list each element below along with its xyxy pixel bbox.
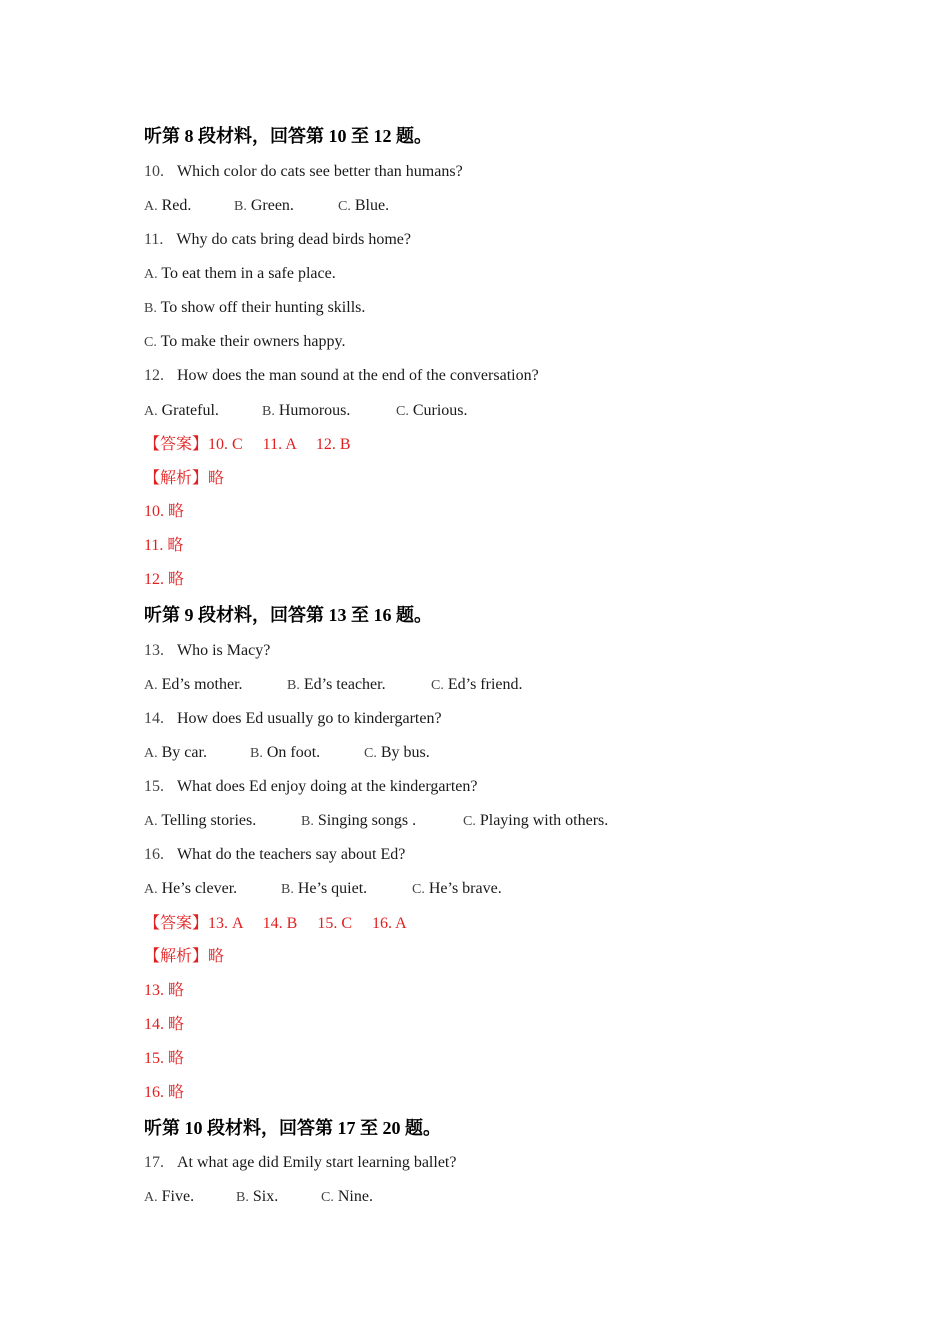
question-number: 11.: [144, 231, 164, 248]
question-text: What does Ed enjoy doing at the kindergarten?: [177, 778, 478, 795]
options-14: [144, 741, 430, 765]
option-label: A.: [144, 882, 158, 897]
option-text: Ed’s friend.: [447, 676, 523, 693]
option-c: [144, 330, 345, 354]
option-text: Blue.: [354, 197, 390, 214]
option-label: C.: [463, 814, 476, 829]
option-c: [431, 673, 523, 698]
option-b: [281, 877, 412, 902]
question-number: 14.: [144, 710, 164, 727]
option-a: [144, 673, 287, 698]
option-b: [234, 194, 338, 219]
option-text: To show off their hunting skills.: [160, 299, 366, 316]
question-16: [144, 843, 405, 867]
question-text: Which color do cats see better than humans?: [177, 163, 463, 180]
option-text: On foot.: [266, 744, 321, 761]
answer-line: 【答案】10. C 11. A 12. B: [144, 436, 351, 453]
option-label: B.: [287, 678, 300, 693]
option-text: To eat them in a safe place.: [161, 265, 336, 282]
option-label: B.: [236, 1190, 249, 1205]
question-11: [144, 228, 411, 252]
question-number: 16.: [144, 846, 164, 863]
option-label: C.: [364, 746, 377, 761]
analysis-note: 14. 略: [144, 1016, 185, 1033]
option-label: A.: [144, 267, 158, 282]
options-17: [144, 1185, 373, 1209]
option-label: A.: [144, 199, 158, 214]
question-17: [144, 1151, 456, 1175]
option-text: Green.: [250, 197, 294, 214]
option-b: [250, 741, 364, 766]
options-16: [144, 877, 502, 901]
option-label: C.: [412, 882, 425, 897]
option-label: B.: [262, 404, 275, 419]
question-text: At what age did Emily start learning ballet?: [177, 1154, 457, 1171]
option-label: A.: [144, 814, 158, 829]
option-label: B.: [144, 301, 157, 316]
option-label: C.: [431, 678, 444, 693]
option-label: C.: [321, 1190, 334, 1205]
options-10: [144, 194, 389, 218]
option-text: Red.: [161, 197, 192, 214]
option-text: He’s clever.: [161, 880, 238, 897]
option-b: [144, 296, 365, 320]
option-label: B.: [301, 814, 314, 829]
question-10: [144, 160, 463, 184]
option-a: [144, 877, 281, 902]
section-heading: 听第 10 段材料，回答第 17 至 20 题。: [144, 1118, 441, 1138]
option-text: Telling stories.: [161, 812, 257, 829]
option-text: Playing with others.: [479, 812, 609, 829]
option-label: C.: [396, 404, 409, 419]
option-a: [144, 399, 262, 424]
option-a: [144, 1185, 236, 1210]
option-c: [321, 1185, 373, 1210]
question-number: 10.: [144, 163, 164, 180]
question-number: 13.: [144, 642, 164, 659]
option-label: A.: [144, 404, 158, 419]
option-text: By bus.: [380, 744, 430, 761]
options-13: [144, 673, 523, 697]
option-b: [301, 809, 463, 834]
option-label: A.: [144, 678, 158, 693]
options-15: [144, 809, 608, 833]
option-text: Ed’s mother.: [161, 676, 243, 693]
option-text: Humorous.: [278, 402, 351, 419]
analysis-note: 16. 略: [144, 1084, 185, 1101]
option-a: [144, 741, 250, 766]
option-label: A.: [144, 1190, 158, 1205]
options-12: [144, 399, 468, 423]
question-text: Who is Macy?: [177, 642, 271, 659]
option-a: [144, 262, 336, 286]
option-text: He’s brave.: [428, 880, 502, 897]
analysis-note: 12. 略: [144, 571, 185, 588]
question-text: How does the man sound at the end of the conversation?: [177, 367, 539, 384]
option-text: To make their owners happy.: [160, 333, 346, 350]
option-text: Six.: [252, 1188, 279, 1205]
analysis-note: 11. 略: [144, 537, 184, 554]
question-15: [144, 775, 478, 799]
option-label: C.: [338, 199, 351, 214]
option-c: [463, 809, 608, 834]
option-text: He’s quiet.: [297, 880, 368, 897]
option-label: B.: [250, 746, 263, 761]
answer-line: 【答案】13. A 14. B 15. C 16. A: [144, 915, 407, 932]
option-text: Nine.: [337, 1188, 373, 1205]
option-b: [287, 673, 431, 698]
question-12: [144, 364, 539, 388]
option-a: [144, 809, 301, 834]
option-label: B.: [234, 199, 247, 214]
analysis-note: 13. 略: [144, 982, 185, 999]
option-label: B.: [281, 882, 294, 897]
question-number: 17.: [144, 1154, 164, 1171]
option-text: Five.: [161, 1188, 195, 1205]
section-heading: 听第 8 段材料，回答第 10 至 12 题。: [144, 126, 432, 146]
option-b: [236, 1185, 321, 1210]
option-c: [412, 877, 502, 902]
analysis-note: 15. 略: [144, 1050, 185, 1067]
option-c: [338, 194, 389, 219]
option-label: C.: [144, 335, 157, 350]
option-text: Singing songs .: [317, 812, 417, 829]
question-number: 15.: [144, 778, 164, 795]
question-13: [144, 639, 270, 663]
option-a: [144, 194, 234, 219]
question-14: [144, 707, 442, 731]
option-c: [364, 741, 430, 766]
option-b: [262, 399, 396, 424]
option-label: A.: [144, 746, 158, 761]
analysis-line: 【解析】略: [144, 470, 225, 487]
option-text: Ed’s teacher.: [303, 676, 386, 693]
option-text: By car.: [161, 744, 207, 761]
option-text: Curious.: [412, 402, 468, 419]
option-text: Grateful.: [161, 402, 219, 419]
section-heading: 听第 9 段材料，回答第 13 至 16 题。: [144, 605, 432, 625]
question-number: 12.: [144, 367, 164, 384]
question-text: What do the teachers say about Ed?: [177, 846, 406, 863]
analysis-note: 10. 略: [144, 503, 185, 520]
option-c: [396, 399, 468, 424]
question-text: Why do cats bring dead birds home?: [176, 231, 412, 248]
analysis-line: 【解析】略: [144, 948, 225, 965]
question-text: How does Ed usually go to kindergarten?: [177, 710, 442, 727]
